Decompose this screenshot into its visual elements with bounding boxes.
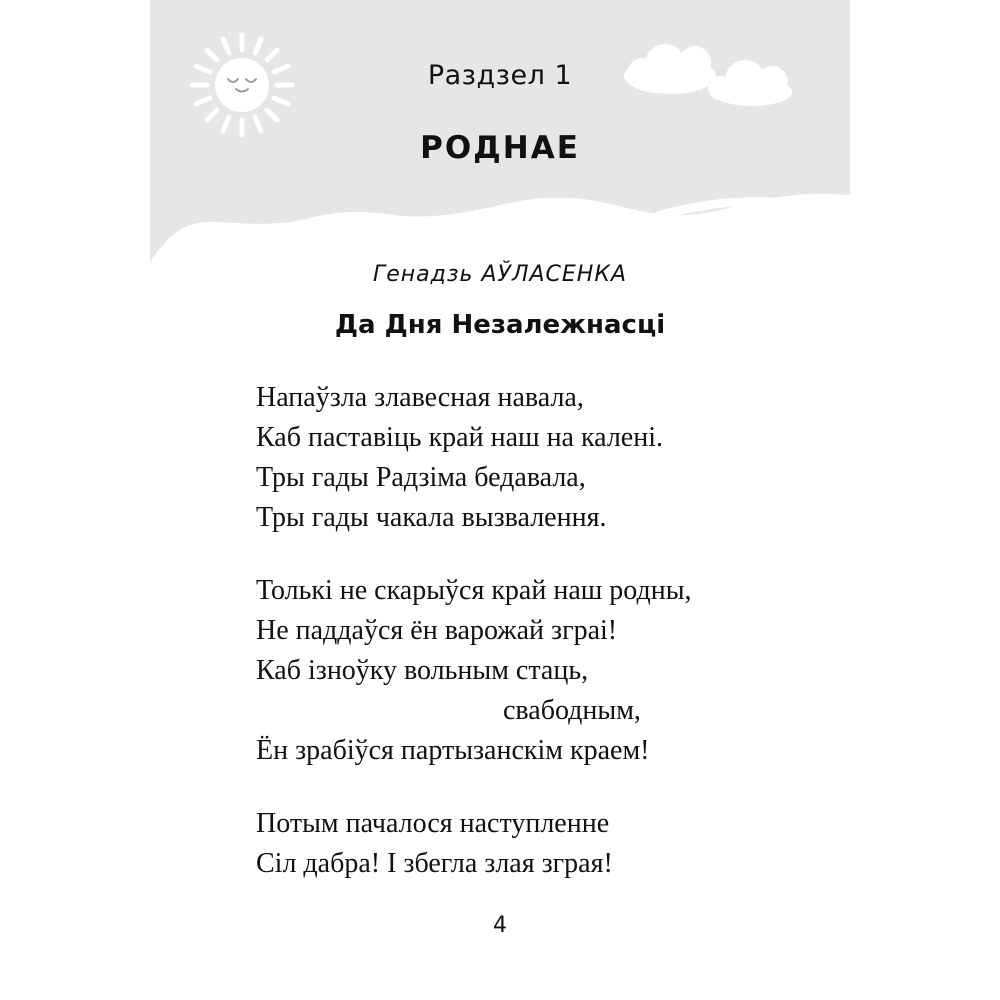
stanza (256, 571, 816, 771)
poem-line: Ён зрабіўся партызанскім краем! (256, 735, 650, 766)
stanza (256, 804, 816, 884)
poem-line: Каб паставіць край наш на калені. (256, 422, 663, 453)
poem-line: Не паддаўся ён варожай зграі! (256, 615, 618, 646)
poem-line: Потым пачалося наступленне (256, 808, 610, 839)
section-title: РОДНАЕ (420, 130, 580, 166)
poem-title: Да Дня Незалежнасці (334, 310, 666, 340)
poem-line: Тры гады чакала вызвалення. (256, 502, 607, 533)
poem-line: Напаўзла злавесная навала, (256, 382, 584, 413)
poem-line-continuation: свабодным, (503, 695, 641, 726)
poem-line: Толькі не скарыўся край наш родны, (256, 575, 692, 606)
section-label: Раздзел 1 (427, 60, 573, 91)
poem-body (256, 378, 816, 917)
poem-line: Сіл дабра! І збегла злая зграя! (256, 848, 613, 879)
poem-author: Генадзь АЎЛАСЕНКА (372, 262, 628, 287)
poem-line: Каб ізноўку вольным стаць, (256, 655, 589, 686)
poem-line: Тры гады Радзіма бедавала, (256, 462, 586, 493)
book-page (150, 0, 850, 1000)
page-number: 4 (493, 913, 507, 938)
stanza (256, 378, 816, 538)
